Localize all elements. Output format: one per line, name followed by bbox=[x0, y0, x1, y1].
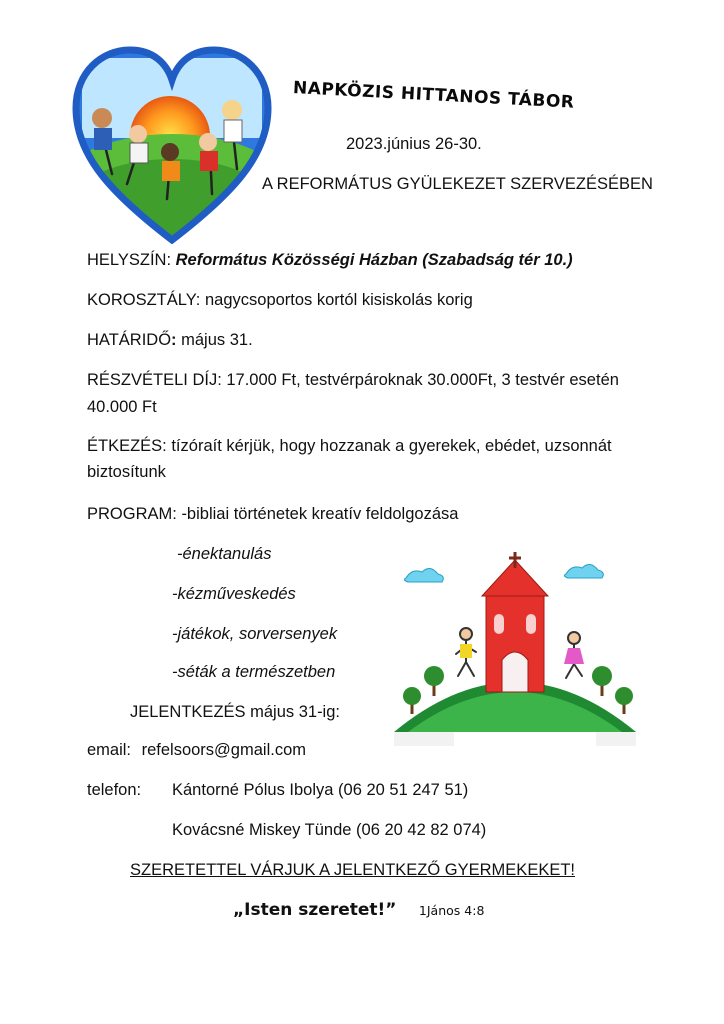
location-value: Református Közösségi Házban (Szabadság tér 10.) bbox=[175, 251, 573, 269]
program-item: -bibliai történetek kreatív feldolgozása bbox=[181, 505, 459, 523]
fee-line-1: RÉSZVÉTELI DÍJ: 17.000 Ft, testvérpároknak 30.000Ft, 3 testvér esetén bbox=[87, 371, 619, 389]
meal-line-2: biztosítunk bbox=[87, 463, 166, 481]
email-label: email: bbox=[87, 741, 132, 759]
contact-1: Kántorné Pólus Ibolya (06 20 51 247 51) bbox=[172, 781, 469, 799]
program-item: -kézműveskedés bbox=[172, 585, 296, 603]
program-item: -séták a természetben bbox=[172, 663, 336, 681]
invitation-line: SZERETETTEL VÁRJUK A JELENTKEZŐ GYERMEKEKET! bbox=[130, 861, 575, 879]
contact-2: Kovácsné Miskey Tünde (06 20 42 82 074) bbox=[172, 821, 487, 839]
page-title: NAPKÖZIS HITTANOS TÁBOR bbox=[292, 78, 575, 113]
program-label: PROGRAM: bbox=[87, 505, 177, 523]
age-row bbox=[87, 288, 473, 312]
bible-reference: 1János 4:8 bbox=[418, 903, 485, 918]
program-item: -énektanulás bbox=[177, 545, 272, 563]
phone-label: telefon: bbox=[87, 781, 142, 799]
program-item: -játékok, sorversenyek bbox=[172, 625, 338, 643]
location-label: HELYSZÍN: bbox=[87, 251, 172, 269]
location-row bbox=[87, 248, 573, 272]
email-row bbox=[87, 738, 306, 762]
event-date: 2023.június 26-30. bbox=[346, 135, 482, 153]
program-row bbox=[87, 502, 458, 526]
heart-children-illustration bbox=[72, 44, 272, 244]
church-children-illustration bbox=[390, 552, 640, 752]
meal-line-1: ÉTKEZÉS: tízóraít kérjük, hogy hozzanak a gyerekek, ebédet, uzsonnát bbox=[87, 437, 612, 455]
deadline-row bbox=[87, 328, 253, 352]
closing-quote-row bbox=[233, 900, 484, 920]
bible-quote: „Isten szeretet!” bbox=[233, 900, 397, 920]
deadline-value: május 31. bbox=[181, 331, 253, 349]
age-label: KOROSZTÁLY: bbox=[87, 291, 201, 309]
fee-line-2: 40.000 Ft bbox=[87, 398, 157, 416]
age-value: nagycsoportos kortól kisiskolás korig bbox=[204, 291, 473, 309]
deadline-colon: : bbox=[171, 331, 177, 349]
registration-heading: JELENTKEZÉS május 31-ig: bbox=[130, 703, 340, 721]
email-link[interactable]: refelsoors@gmail.com bbox=[141, 741, 306, 759]
deadline-label: HATÁRIDŐ bbox=[87, 331, 172, 349]
organizer-line: A REFORMÁTUS GYÜLEKEZET SZERVEZÉSÉBEN bbox=[262, 175, 653, 193]
